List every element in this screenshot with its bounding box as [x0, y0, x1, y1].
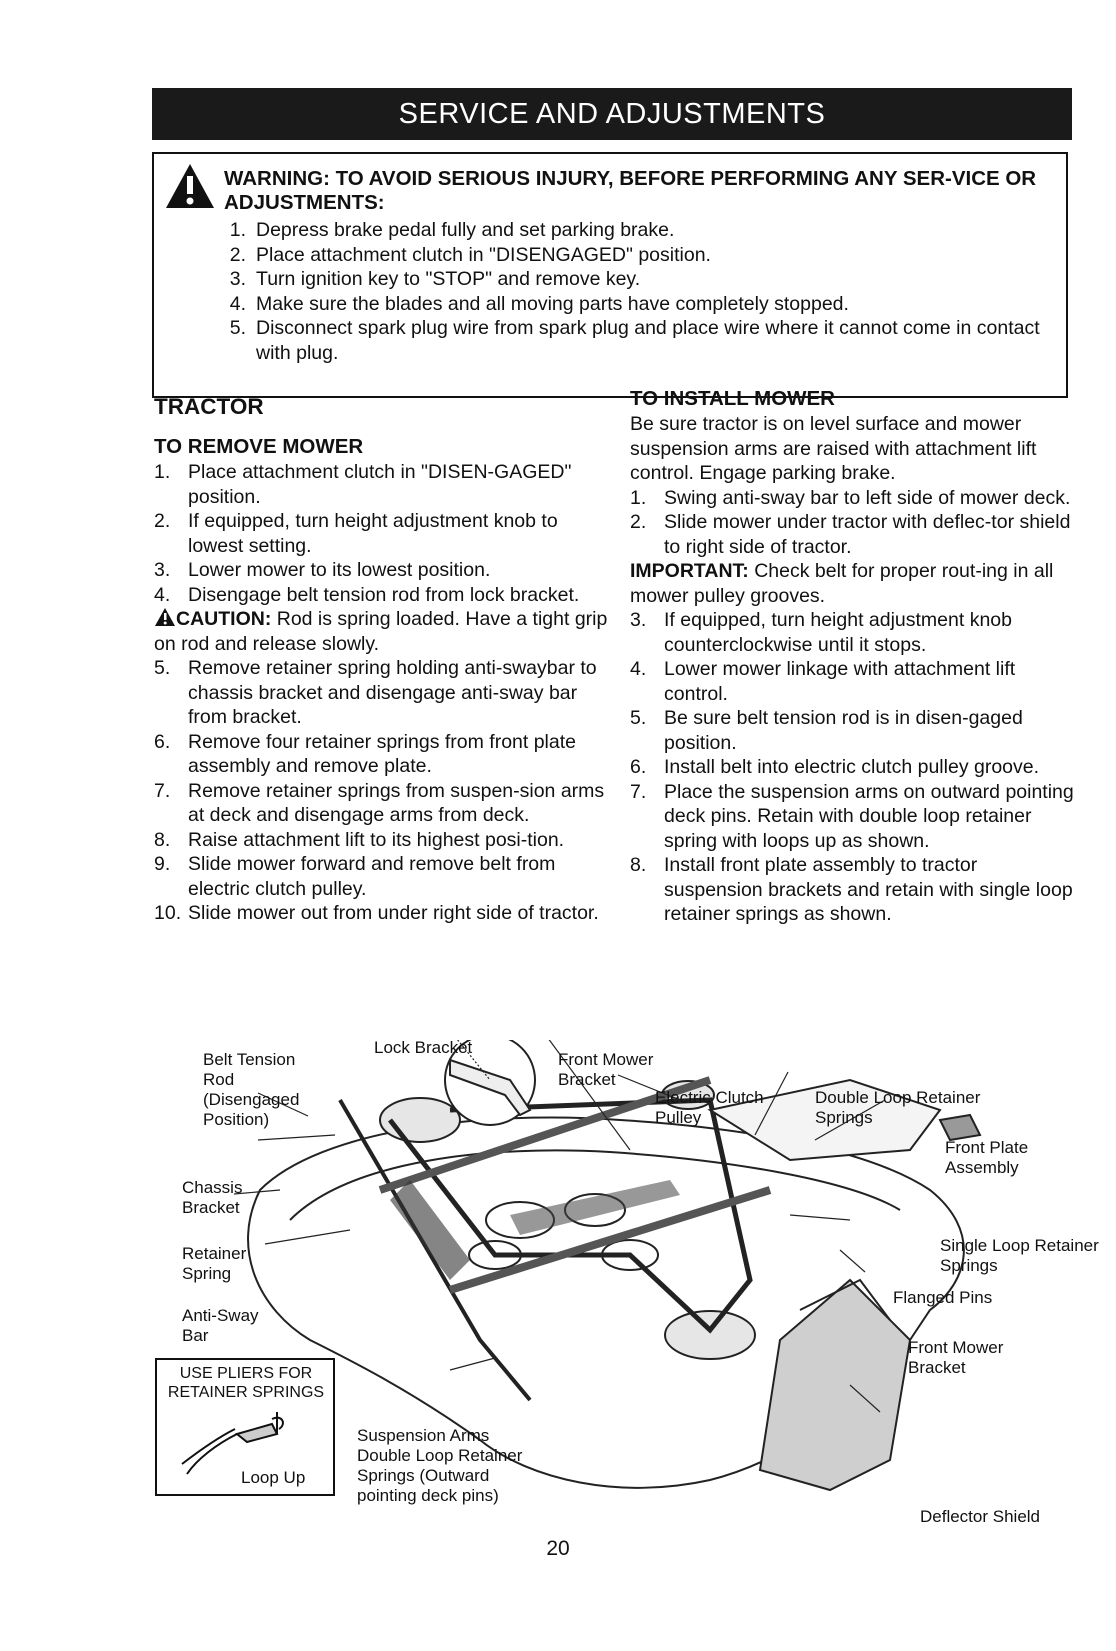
warning-title: WARNING: TO AVOID SERIOUS INJURY, BEFORE PERFORMING ANY SER-VICE OR ADJUSTMENTS:: [224, 167, 1037, 214]
pliers-title: USE PLIERS FOR RETAINER SPRINGS: [167, 1365, 325, 1401]
warning-item: 5. Disconnect spark plug wire from spark plug and place wire where it cannot come in contact with plug.: [229, 317, 1040, 364]
install-steps-a: [630, 486, 1080, 560]
warning-item: 4. Make sure the blades and all moving parts have completely stopped.: [229, 292, 849, 315]
step-item: 6. Install belt into electric clutch pulley groove.: [630, 756, 1040, 778]
warning-item: 3. Turn ignition key to "STOP" and remove key.: [229, 268, 641, 290]
label-anti-sway-bar: Anti-Sway Bar: [182, 1306, 259, 1345]
install-intro: Be sure tractor is on level surface and mower suspension arms are raised with attachment lift control. Engage parking brake.: [630, 413, 1037, 484]
remove-mower-heading: TO REMOVE MOWER: [154, 435, 364, 458]
step-item: 5. Be sure belt tension rod is in disen-gaged position.: [630, 707, 1023, 754]
step-item: 2. Slide mower under tractor with deflec-tor shield to right side of tractor.: [630, 511, 1071, 558]
step-item: 7. Place the suspension arms on outward pointing deck pins. Retain with double loop retainer spring with loops up as shown.: [630, 780, 1074, 852]
install-steps-b: [630, 608, 1080, 927]
warning-list: [210, 218, 1060, 365]
page-number: 20: [546, 1537, 570, 1560]
step-item: 3. Lower mower to its lowest position.: [154, 559, 491, 581]
caution-icon: [154, 607, 176, 627]
step-item: 5. Remove retainer spring holding anti-swaybar to chassis bracket and disengage anti-sway bar from bracket.: [154, 657, 597, 728]
step-item: 4. Lower mower linkage with attachment lift control.: [630, 658, 1016, 705]
step-item: 7. Remove retainer springs from suspen-sion arms at deck and disengage arms from deck.: [154, 779, 605, 826]
warning-item: 1. Depress brake pedal fully and set parking brake.: [229, 219, 675, 241]
step-item: 1. Swing anti-sway bar to left side of mower deck.: [630, 486, 1071, 509]
label-retainer-spring: Retainer Spring: [182, 1244, 247, 1283]
label-belt-tension-rod: Belt Tension Rod (Disengaged Position): [203, 1050, 300, 1129]
section-header: SERVICE AND ADJUSTMENTS: [152, 88, 1072, 140]
step-item: 8. Install front plate assembly to tractor suspension brackets and retain with single loop retainer springs as shown.: [630, 854, 1073, 925]
label-front-mower-bracket-right: Front Mower Bracket: [908, 1338, 1004, 1377]
label-suspension-arms: Suspension Arms Double Loop Retainer Springs (Outward pointing deck pins): [357, 1426, 523, 1505]
label-front-mower-bracket-top: Front Mower Bracket: [558, 1050, 654, 1089]
label-single-loop-retainer-springs: Single Loop Retainer Springs: [940, 1236, 1099, 1275]
label-flanged-pins: Flanged Pins: [893, 1288, 993, 1307]
right-column: [630, 386, 1080, 927]
left-column: [154, 392, 614, 926]
step-item: 1. Place attachment clutch in "DISEN-GAGED" position.: [154, 461, 572, 508]
caution-note: CAUTION: Rod is spring loaded. Have a tight grip on rod and release slowly.: [154, 608, 608, 655]
label-double-loop-retainer-springs: Double Loop Retainer Springs: [815, 1088, 981, 1127]
label-electric-clutch-pulley: Electric Clutch Pulley: [655, 1088, 764, 1127]
step-item: 6. Remove four retainer springs from front plate assembly and remove plate.: [154, 730, 577, 777]
label-chassis-bracket: Chassis Bracket: [182, 1178, 243, 1217]
step-item: 4. Disengage belt tension rod from lock bracket.: [154, 583, 580, 606]
step-item: 2. If equipped, turn height adjustment knob to lowest setting.: [154, 510, 558, 557]
warning-box: [152, 152, 1068, 398]
tractor-heading: TRACTOR: [154, 394, 264, 419]
step-item: 8. Raise attachment lift to its highest posi-tion.: [154, 828, 565, 851]
loop-up-label: Loop Up: [241, 1468, 306, 1487]
label-front-plate-assembly: Front Plate Assembly: [945, 1138, 1029, 1177]
remove-steps-b: [154, 656, 614, 926]
step-item: 3. If equipped, turn height adjustment knob counterclockwise until it stops.: [630, 609, 1012, 656]
warning-item: 2. Place attachment clutch in "DISENGAGED" position.: [229, 243, 711, 266]
label-lock-bracket: Lock Bracket: [374, 1038, 473, 1057]
important-note: IMPORTANT: Check belt for proper rout-ing in all mower pulley grooves.: [630, 560, 1054, 607]
remove-steps-a: [154, 460, 614, 607]
warning-icon: [164, 162, 216, 210]
deflector-shield-shape: [760, 1280, 910, 1490]
label-deflector-shield: Deflector Shield: [920, 1507, 1041, 1526]
pliers-note-box: [155, 1358, 335, 1496]
step-item: 9. Slide mower forward and remove belt from electric clutch pulley.: [154, 853, 556, 900]
step-item: 10. Slide mower out from under right side of tractor.: [154, 902, 599, 924]
install-mower-heading: TO INSTALL MOWER: [630, 387, 835, 410]
